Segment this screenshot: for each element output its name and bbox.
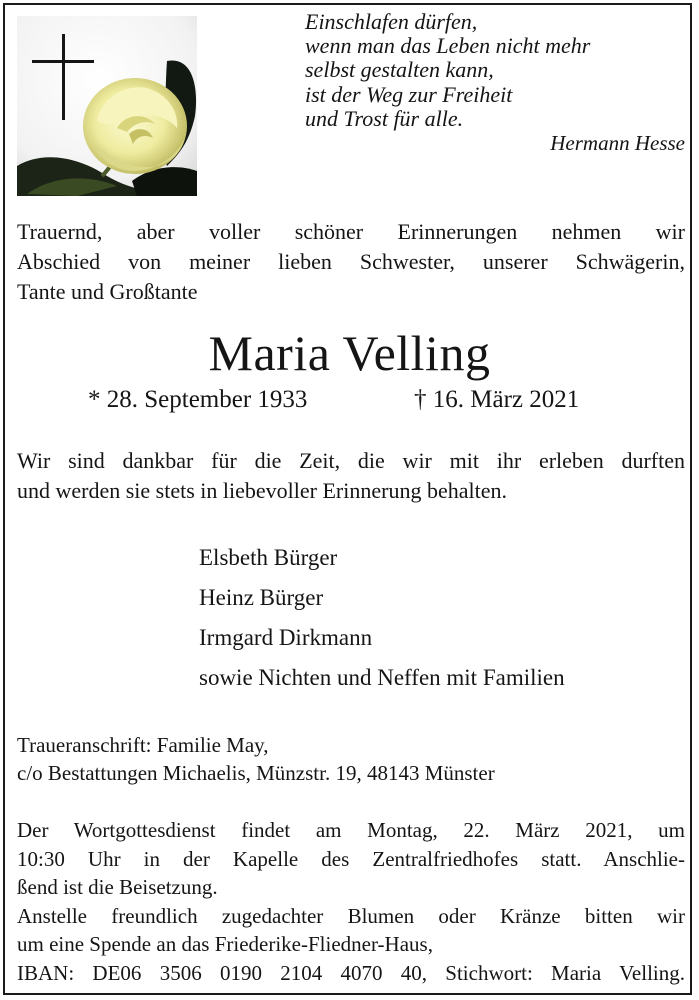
mourner-name: Heinz Bürger (199, 585, 324, 610)
service-line: IBAN: DE06 3506 0190 2104 4070 40, Stichwort: Maria Velling. (17, 960, 685, 985)
poem (305, 10, 685, 155)
mourners-list (199, 538, 565, 698)
poem-author: Hermann Hesse (550, 131, 685, 156)
address-line: Traueranschrift: Familie May, (17, 733, 269, 757)
service-line: um eine Spende an das Friederike-Fliedner-Haus, (17, 932, 433, 956)
mourning-address (17, 731, 685, 787)
service-line: ßend ist die Beisetzung. (17, 875, 218, 899)
thanks-line: Wir sind dankbar für die Zeit, die wir mit ihr erleben durften (17, 448, 685, 473)
service-line: Anstelle freundlich zugedachter Blumen oder Kränze bitten wir (17, 903, 685, 928)
poem-line: ist der Weg zur Freiheit (305, 81, 513, 107)
mourner-name: sowie Nichten und Neffen mit Familien (199, 665, 565, 690)
mourner-name: Irmgard Dirkmann (199, 625, 373, 650)
intro-line: Tante und Großtante (17, 279, 198, 304)
poem-line: selbst gestalten kann, (305, 57, 494, 83)
address-line: c/o Bestattungen Michaelis, Münzstr. 19, 48143 Münster (17, 761, 495, 785)
death-date: † 16. März 2021 (414, 386, 580, 413)
birth-date: * 28. September 1933 (88, 386, 308, 413)
poem-line: Einschlafen dürfen, (305, 9, 478, 34)
poem-line: und Trost für alle. (305, 105, 464, 131)
intro-line: Abschied von meiner lieben Schwester, unserer Schwägerin, (17, 249, 685, 274)
thanks-text (17, 446, 685, 506)
rose-cross-image (17, 16, 197, 196)
poem-line: wenn man das Leben nicht mehr (305, 33, 591, 59)
intro-text (17, 217, 685, 307)
service-line: 10:30 Uhr in der Kapelle des Zentralfriedhofes statt. Anschlie- (17, 846, 685, 871)
mourner-name: Elsbeth Bürger (199, 545, 338, 570)
thanks-line: und werden sie stets in liebevoller Erinnerung behalten. (17, 478, 507, 503)
intro-line: Trauernd, aber voller schöner Erinnerungen nehmen wir (17, 219, 685, 244)
deceased-name: Maria Velling (208, 325, 491, 381)
service-line: Der Wortgottesdienst findet am Montag, 22. März 2021, um (17, 818, 685, 842)
service-info (17, 816, 685, 987)
